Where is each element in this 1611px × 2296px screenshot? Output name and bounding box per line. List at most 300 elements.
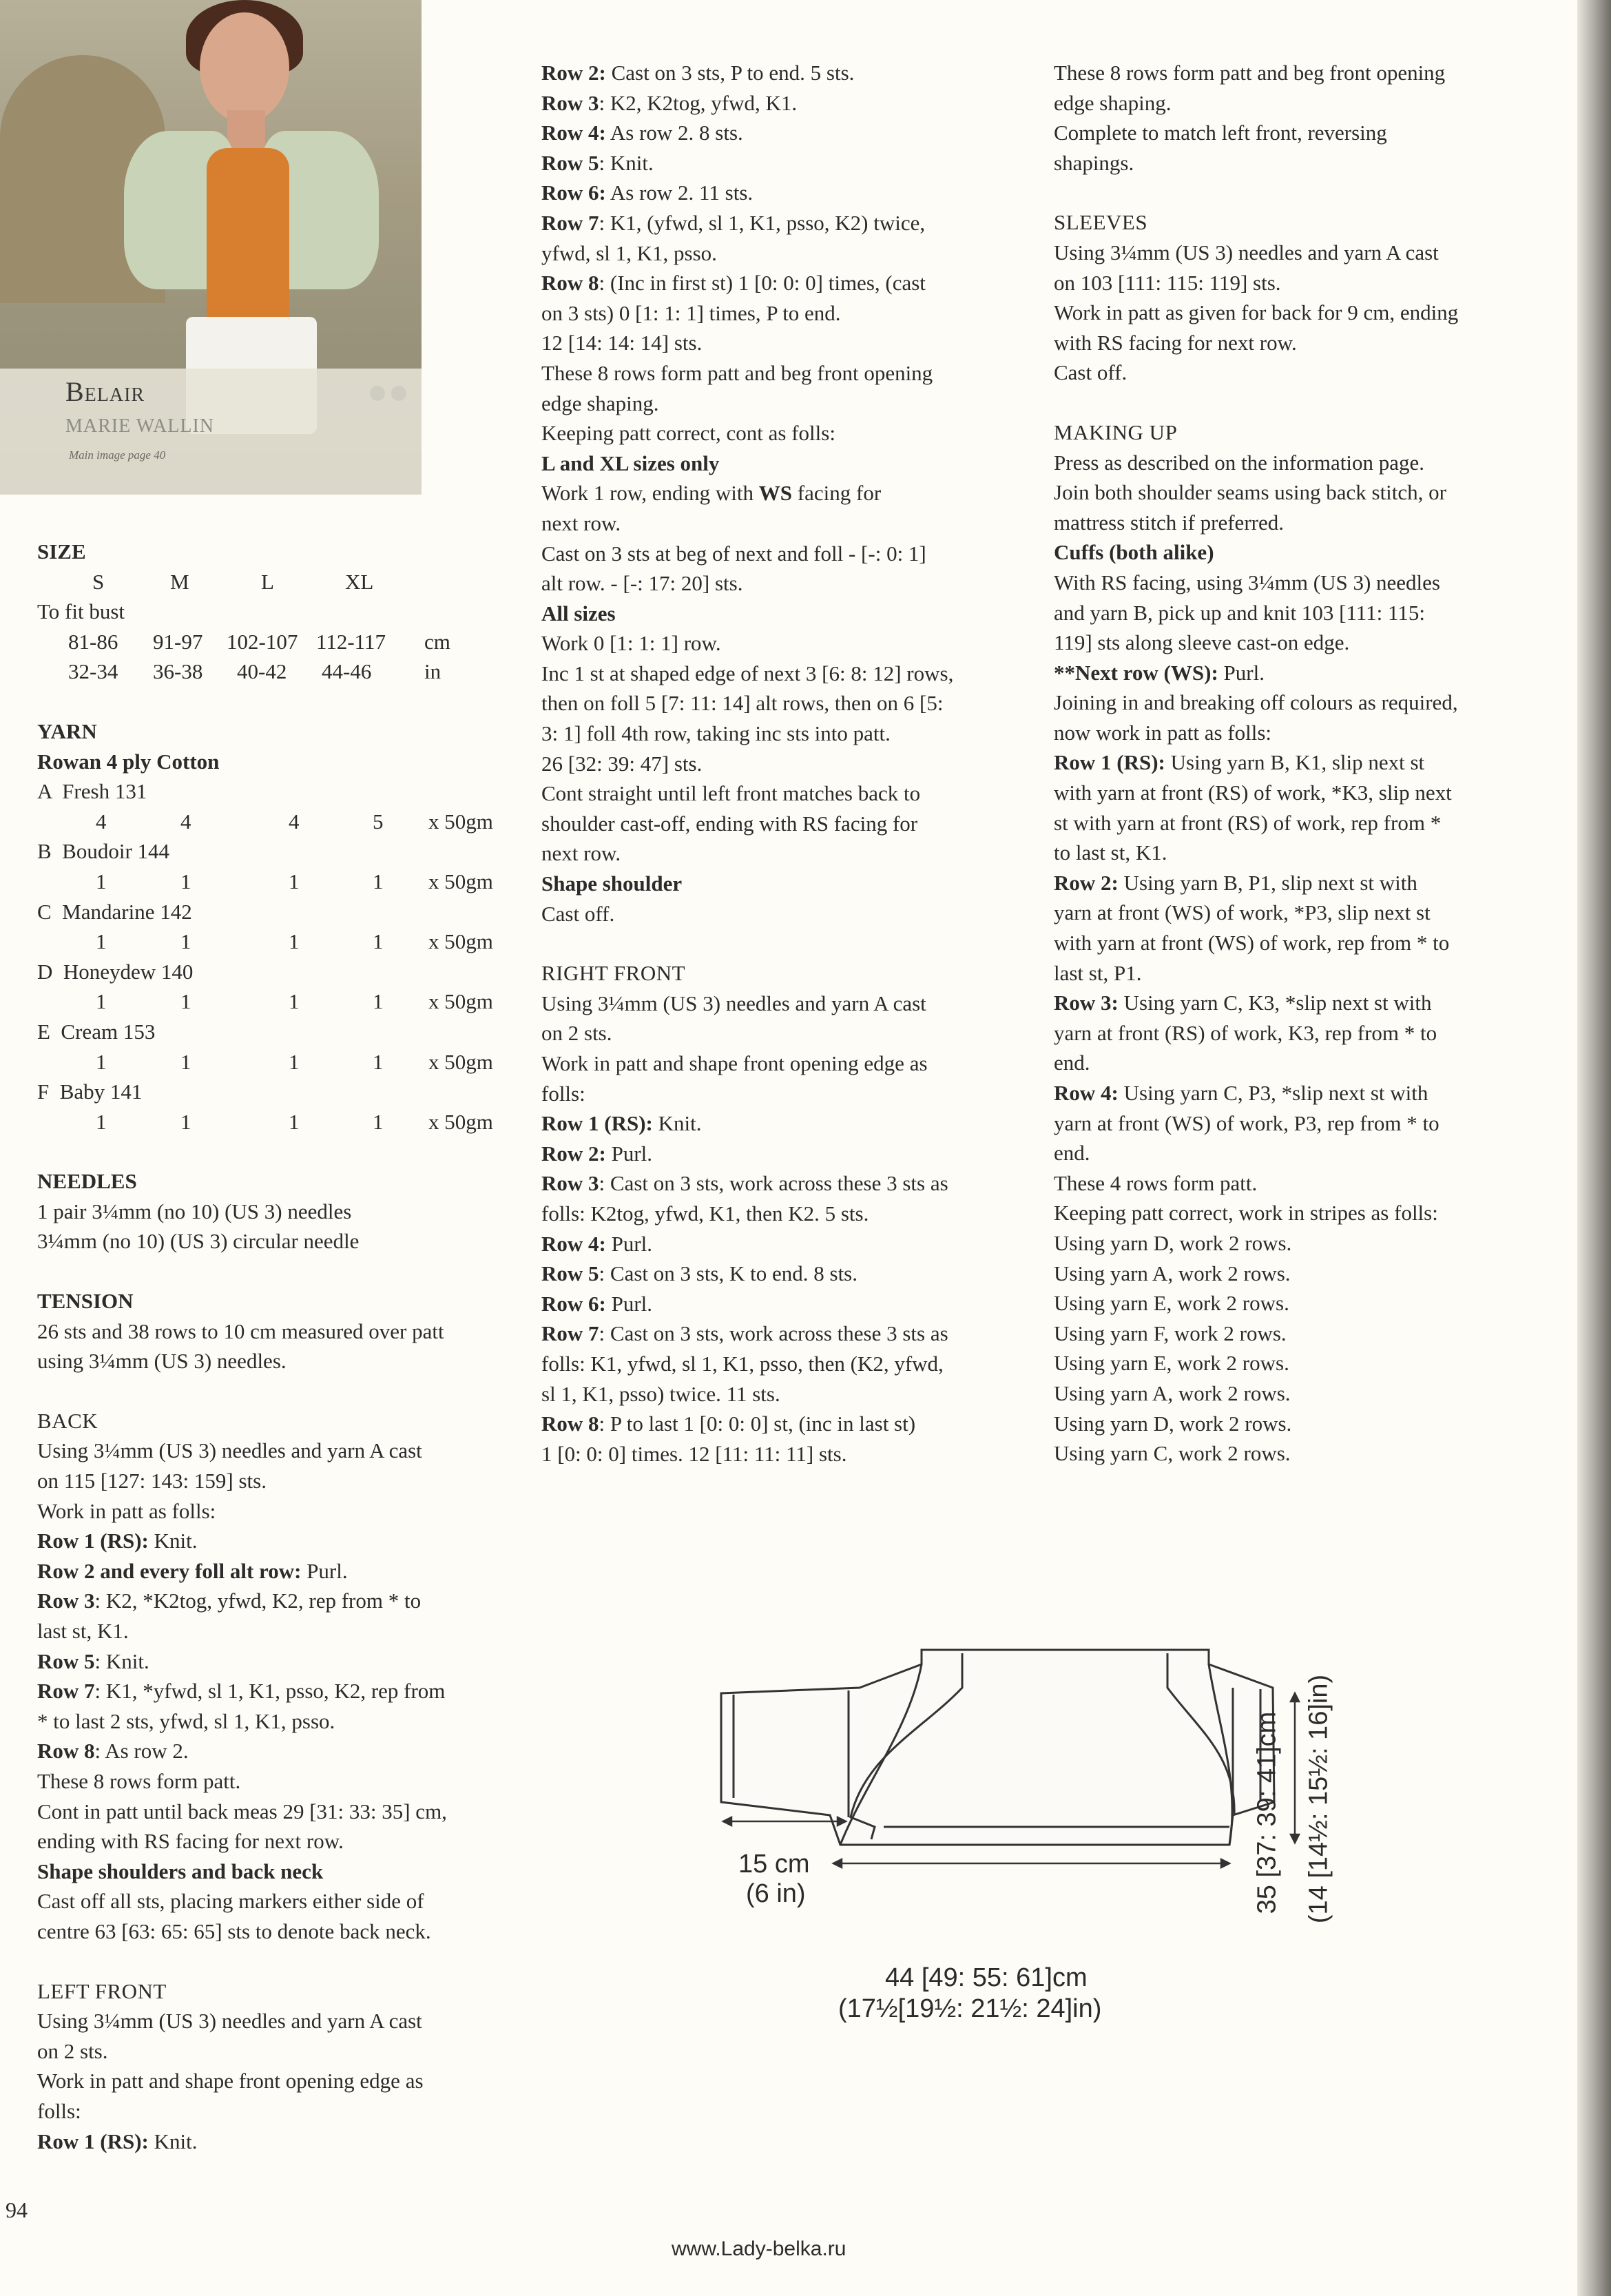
text-span: : As row 2. (94, 1739, 189, 1764)
text-line (1054, 1168, 1536, 1199)
text-span: Using yarn E, work 2 rows. (1054, 1351, 1289, 1376)
text-span: last st, P1. (1054, 960, 1142, 985)
yarn-list (37, 776, 519, 1137)
text-line (541, 1168, 1023, 1199)
yarn-quantity: 4 (180, 809, 191, 834)
text-line (1054, 358, 1536, 388)
text-span: 26 [32: 39: 47] sts. (541, 751, 703, 776)
text-line (541, 1229, 1023, 1259)
bold-label: Row 2: (541, 1141, 606, 1166)
text-span: Inc 1 st at shaped edge of next 3 [6: 8: 12] rows, (541, 661, 954, 685)
bold-label: Row 4: (541, 121, 606, 145)
text-line (541, 778, 1023, 809)
text-span: Press as described on the information page. (1054, 450, 1425, 475)
bold-label: Row 5 (541, 150, 599, 175)
yarn-unit: x 50gm (428, 869, 493, 893)
text-line (1054, 328, 1536, 358)
size-value: 102-107 (227, 629, 298, 654)
text-span: * to last 2 sts, yfwd, sl 1, K1, psso. (37, 1708, 335, 1733)
text-span: ending with RS facing for next row. (37, 1829, 344, 1854)
text-span: Purl. (301, 1558, 348, 1583)
text-line (37, 1797, 519, 1827)
body-height-label-in: (14 [14½: 15½: 16]in) (1304, 1674, 1333, 1924)
section-heading (1054, 417, 1536, 448)
bold-label: Row 2 and every foll alt row: (37, 1558, 302, 1583)
yarn-quantity: 1 (289, 1109, 300, 1134)
text-span: Purl. (605, 1231, 653, 1256)
text-line (37, 1886, 519, 1916)
bold-label: Row 6: (541, 1291, 606, 1316)
text-line (1054, 1318, 1536, 1349)
text-line (37, 1466, 519, 1496)
text-span: Using yarn B, K1, slip next st (1165, 750, 1425, 775)
text-span: end. (1054, 1141, 1090, 1166)
text-line (1054, 958, 1536, 989)
text-line (1054, 58, 1536, 88)
text-line (37, 1556, 519, 1586)
text-line (541, 688, 1023, 718)
text-span: on 103 [111: 115: 119] sts. (1054, 270, 1281, 295)
text-line (1054, 1409, 1536, 1439)
text-line (541, 358, 1023, 389)
size-value: 81-86 (68, 629, 118, 654)
text-line (1054, 1228, 1536, 1259)
size-label: XL (345, 569, 374, 594)
text-span: Cast on 3 sts at beg of next and foll - [-: 0: 1] (541, 541, 926, 566)
text-span: folls: (37, 2098, 81, 2123)
text-span: end. (1054, 1051, 1090, 1075)
photo-model-neck (227, 110, 265, 152)
text-line (541, 869, 1023, 899)
text-span: yarn at front (RS) of work, K3, rep from * to (1054, 1020, 1437, 1045)
text-line (1054, 148, 1536, 178)
text-line (1054, 298, 1536, 328)
text-span: yarn at front (WS) of work, *P3, slip next st (1054, 900, 1431, 925)
text-line (541, 1289, 1023, 1319)
text-line (1054, 1108, 1536, 1139)
text-span: Work in patt as folls: (37, 1498, 216, 1523)
text-line (37, 2127, 519, 2157)
text-line (541, 268, 1023, 298)
bold-label: Cuffs (both alike) (1054, 540, 1214, 565)
text-line (541, 1349, 1023, 1379)
text-span: sl 1, K1, psso) twice. 11 sts. (541, 1381, 780, 1406)
text-line (1054, 628, 1536, 658)
text-span: Using 3¼mm (US 3) needles and yarn A cast (541, 991, 926, 1015)
text-span: next row. (541, 841, 621, 866)
text-span: : Knit. (599, 150, 654, 175)
text-span: Using yarn B, P1, slip next st with (1118, 870, 1417, 895)
text-span: facing for (792, 481, 882, 506)
yarn-brand: Rowan 4 ply Cotton (37, 749, 220, 774)
text-line (541, 418, 1023, 448)
text-span: Cast off. (541, 901, 615, 926)
text-span: Join both shoulder seams using back stitch, or (1054, 480, 1446, 505)
yarn-quantity: 1 (96, 1109, 107, 1134)
text-span: Keeping patt correct, cont as folls: (541, 421, 835, 446)
section-heading (1054, 207, 1536, 238)
text-span: then on foll 5 [7: 11: 14] alt rows, then on 6 [5: (541, 691, 944, 716)
text-span: Work 0 [1: 1: 1] row. (541, 631, 721, 656)
text-span: Using yarn C, P3, *slip next st with (1118, 1081, 1428, 1105)
body-width-label-in: (17½[19½: 21½: 24]in) (838, 1994, 1102, 2023)
text-line (37, 1526, 519, 1556)
yarn-quantity: 1 (373, 989, 384, 1014)
text-span: Using yarn C, K3, *slip next st with (1118, 991, 1432, 1015)
yarn-unit: x 50gm (428, 1109, 493, 1134)
bold-label: Row 3: (1054, 991, 1119, 1015)
text-line (37, 1616, 519, 1646)
size-cm-row (37, 627, 519, 657)
text-line (541, 989, 1023, 1019)
text-span: : K2, *K2tog, yfwd, K2, rep from * to (94, 1589, 422, 1613)
text-line (541, 478, 1023, 508)
text-span: Complete to match left front, reversing (1054, 121, 1387, 145)
size-heading: SIZE (37, 539, 86, 563)
text-span: Joining in and breaking off colours as required, (1054, 690, 1458, 715)
text-span: to last st, K1. (1054, 840, 1167, 865)
bold-label: **Next row (WS): (1054, 660, 1218, 685)
text-line (541, 809, 1023, 839)
text-line (541, 599, 1023, 629)
yarn-quantity-row (37, 867, 519, 897)
text-line (1054, 88, 1536, 118)
text-line (1054, 477, 1536, 508)
text-line (1054, 1288, 1536, 1318)
text-line (541, 1318, 1023, 1349)
text-line (1054, 448, 1536, 478)
text-span: : (Inc in first st) 1 [0: 0: 0] times, (cast (599, 271, 926, 296)
yarn-heading: YARN (37, 718, 97, 743)
text-line (1054, 1438, 1536, 1469)
needles-heading: NEEDLES (37, 1169, 137, 1194)
text-span: mattress stitch if preferred. (1054, 510, 1284, 535)
text-span: last st, K1. (37, 1619, 129, 1643)
text-line (37, 1706, 519, 1737)
yarn-colour-name: F Baby 141 (37, 1079, 143, 1104)
text-line (1054, 838, 1536, 868)
text-line (541, 1079, 1023, 1109)
text-span: Work in patt as given for back for 9 cm, ending (1054, 300, 1459, 325)
text-span: on 2 sts. (37, 2038, 108, 2063)
yarn-colour-name: B Boudoir 144 (37, 839, 170, 864)
designer-name: MARIE WALLIN (65, 415, 215, 437)
text-line (1054, 1138, 1536, 1168)
yarn-colour-name: D Honeydew 140 (37, 959, 194, 984)
bold-label: Row 6: (541, 180, 606, 205)
text-span: edge shaping. (1054, 90, 1172, 115)
text-span: Purl. (605, 1291, 653, 1316)
text-line (1054, 598, 1536, 628)
text-line (37, 1826, 519, 1857)
yarn-unit: x 50gm (428, 1049, 493, 1074)
bold-label: Row 2: (1054, 870, 1119, 895)
column-2 (541, 58, 1023, 1469)
text-line (37, 1646, 519, 1677)
bold-label: Row 8 (541, 271, 599, 296)
text-span: Cast off. (1054, 360, 1127, 385)
yarn-quantity-row (37, 927, 519, 957)
text-line (1054, 1378, 1536, 1409)
text-line (1054, 1348, 1536, 1378)
bold-label: Row 8 (541, 1411, 599, 1436)
text-span: st with yarn at front (RS) of work, rep from * (1054, 810, 1442, 835)
text-span: SLEEVES (1054, 210, 1148, 235)
size-in-row (37, 656, 519, 687)
photo-model-face (200, 12, 289, 123)
text-line (1054, 747, 1536, 778)
text-line (1054, 868, 1536, 898)
text-span: with yarn at front (WS) of work, rep from * to (1054, 931, 1450, 955)
yarn-colour-name: A Fresh 131 (37, 779, 147, 804)
text-span: : Cast on 3 sts, K to end. 8 sts. (599, 1261, 858, 1286)
bold-label: Shape shoulder (541, 871, 683, 896)
text-line (541, 1018, 1023, 1048)
bold-label: Row 8 (37, 1739, 95, 1764)
size-label: L (261, 569, 274, 594)
text-line (37, 2066, 519, 2096)
yarn-unit: x 50gm (428, 929, 493, 954)
text-line (541, 1048, 1023, 1079)
text-line (541, 88, 1023, 118)
bold-label: Row 4: (1054, 1081, 1119, 1105)
text-span: 12 [14: 14: 14] sts. (541, 331, 703, 355)
size-value: 40-42 (237, 659, 287, 684)
size-unit: cm (424, 629, 450, 654)
text-span: 1 [0: 0: 0] times. 12 [11: 11: 11] sts. (541, 1441, 847, 1466)
text-line (1054, 1259, 1536, 1289)
text-line (541, 539, 1023, 569)
text-line (541, 1139, 1023, 1169)
text-span: : Knit. (94, 1648, 149, 1673)
text-line (541, 58, 1023, 88)
text-line (1054, 118, 1536, 148)
text-span: folls: K1, yfwd, sl 1, K1, psso, then (K2, yfwd, (541, 1351, 944, 1376)
bold-label: Row 7 (541, 210, 599, 235)
text-span: Work in patt and shape front opening edge as (541, 1051, 928, 1075)
yarn-quantity: 1 (289, 929, 300, 954)
text-line (37, 2036, 519, 2067)
text-line (1054, 988, 1536, 1018)
page-edge-shadow (1577, 0, 1611, 2296)
section-heading (37, 1976, 519, 2007)
text-line (37, 1676, 519, 1706)
decorative-dot-icon (391, 386, 406, 401)
yarn-quantity: 1 (180, 1049, 191, 1074)
text-line (541, 1379, 1023, 1409)
text-span: next row. (541, 510, 621, 535)
text-span: Cont in patt until back meas 29 [31: 33: 35] cm, (37, 1799, 447, 1823)
size-value: 44-46 (322, 659, 372, 684)
text-line (541, 118, 1023, 148)
yarn-quantity: 1 (289, 869, 300, 893)
text-span: Knit. (148, 1529, 198, 1553)
text-span: Using yarn D, work 2 rows. (1054, 1230, 1292, 1255)
text-span: yarn at front (WS) of work, P3, rep from * to (1054, 1110, 1439, 1135)
bold-label: Row 1 (RS): (37, 1529, 149, 1553)
yarn-quantity: 1 (289, 989, 300, 1014)
bold-label: Row 1 (RS): (1054, 750, 1165, 775)
size-value: 91-97 (153, 629, 203, 654)
bold-label: All sizes (541, 601, 616, 625)
photo-tank-top (207, 148, 289, 334)
text-span: with yarn at front (RS) of work, *K3, slip next (1054, 780, 1452, 805)
text-span: Knit. (652, 1111, 702, 1136)
text-span: As row 2. 8 sts. (605, 121, 743, 145)
yarn-unit: x 50gm (428, 809, 493, 834)
text-span: Using 3¼mm (US 3) needles and yarn A cast (1054, 240, 1439, 265)
text-line (37, 1766, 519, 1797)
cuff-width-label: 15 cm (738, 1850, 810, 1879)
text-line (1054, 268, 1536, 298)
text-line (1054, 508, 1536, 538)
text-span: LEFT FRONT (37, 1978, 167, 2003)
text-line (1054, 1078, 1536, 1108)
text-line (541, 568, 1023, 599)
text-span: with RS facing for next row. (1054, 330, 1297, 355)
text-line (37, 1857, 519, 1887)
pattern-title: Belair (65, 376, 145, 407)
text-line (541, 208, 1023, 238)
size-value: 32-34 (68, 659, 118, 684)
text-span: folls: K2tog, yfwd, K1, then K2. 5 sts. (541, 1201, 869, 1225)
text-span: on 3 sts) 0 [1: 1: 1] times, P to end. (541, 300, 841, 325)
text-line (37, 1496, 519, 1527)
text-span: Cast off all sts, placing markers either side of (37, 1889, 424, 1914)
tension-line: 26 sts and 38 rows to 10 cm measured over patt (37, 1318, 444, 1343)
text-span: 119] sts along sleeve cast-on edge. (1054, 630, 1350, 655)
yarn-quantity: 5 (373, 809, 384, 834)
text-span: Keeping patt correct, work in stripes as folls: (1054, 1201, 1438, 1225)
yarn-quantity: 4 (96, 809, 107, 834)
yarn-quantity: 1 (96, 989, 107, 1014)
text-line (541, 749, 1023, 779)
text-span: Using yarn C, work 2 rows. (1054, 1441, 1291, 1466)
back-and-left-front (37, 1406, 519, 2156)
size-label: M (170, 569, 189, 594)
text-span: : K1, (yfwd, sl 1, K1, psso, K2) twice, (599, 210, 926, 235)
needles-line: 3¼mm (no 10) (US 3) circular needle (37, 1229, 360, 1254)
text-span: Cast on 3 sts, P to end. 5 sts. (605, 61, 855, 85)
bold-label: Row 7 (37, 1679, 95, 1704)
text-span: Cont straight until left front matches back to (541, 781, 921, 806)
text-span: : Cast on 3 sts, work across these 3 sts as (599, 1171, 948, 1196)
text-line (541, 899, 1023, 929)
text-line (1054, 898, 1536, 928)
yarn-quantity: 4 (289, 809, 300, 834)
section-heading (541, 958, 1023, 989)
text-span: 3: 1] foll 4th row, taking inc sts into patt. (541, 721, 891, 746)
to-fit-label: To fit bust (37, 599, 125, 624)
text-line (541, 508, 1023, 539)
yarn-quantity-row (37, 986, 519, 1017)
bold-label: WS (758, 481, 793, 506)
bold-label: Row 5 (37, 1648, 95, 1673)
text-line (541, 1409, 1023, 1439)
tension-heading: TENSION (37, 1289, 134, 1314)
yarn-quantity: 1 (373, 1109, 384, 1134)
text-line (1054, 1048, 1536, 1078)
bold-label: Row 3 (541, 1171, 599, 1196)
yarn-quantity: 1 (96, 1049, 107, 1074)
size-label: S (92, 569, 105, 594)
yarn-quantity-row (37, 1107, 519, 1137)
yarn-quantity: 1 (180, 989, 191, 1014)
yarn-quantity: 1 (373, 929, 384, 954)
text-span: shapings. (1054, 150, 1134, 175)
size-value: 36-38 (153, 659, 203, 684)
body-width-label: 44 [49: 55: 61]cm (885, 1963, 1088, 1992)
needles-line: 1 pair 3¼mm (no 10) (US 3) needles (37, 1199, 352, 1223)
text-line (541, 1259, 1023, 1289)
text-line (37, 1916, 519, 1947)
text-line (541, 1199, 1023, 1229)
text-span: BACK (37, 1408, 98, 1433)
model-photo (0, 0, 422, 495)
text-span: folls: (541, 1081, 585, 1106)
footer-url: www.Lady-belka.ru (672, 2237, 846, 2260)
text-line (37, 1586, 519, 1616)
text-line (37, 2096, 519, 2127)
tension-line: using 3¼mm (US 3) needles. (37, 1349, 287, 1374)
bold-label: Row 3 (541, 90, 599, 115)
text-span: Purl. (1218, 660, 1265, 685)
text-line (1054, 537, 1536, 568)
text-span: Using yarn F, work 2 rows. (1054, 1321, 1287, 1345)
text-span: : K2, K2tog, yfwd, K1. (599, 90, 798, 115)
bold-label: Row 2: (541, 61, 606, 85)
bold-label: Row 4: (541, 1231, 606, 1256)
text-line (1054, 778, 1536, 808)
text-span: on 115 [127: 143: 159] sts. (37, 1469, 267, 1493)
bold-label: Row 1 (RS): (541, 1111, 653, 1136)
text-line (541, 659, 1023, 689)
bold-label: Row 3 (37, 1589, 95, 1613)
yarn-colour-name: E Cream 153 (37, 1019, 156, 1044)
main-image-reference: Main image page 40 (69, 448, 166, 462)
text-span: These 8 rows form patt. (37, 1768, 241, 1793)
text-span: Work 1 row, ending with (541, 481, 759, 506)
text-span: and yarn B, pick up and knit 103 [111: 115: (1054, 600, 1425, 625)
bold-label: Row 5 (541, 1261, 599, 1286)
text-line (541, 298, 1023, 329)
text-line (1054, 1018, 1536, 1048)
text-line (541, 328, 1023, 358)
yarn-quantity-row (37, 807, 519, 837)
text-line (1054, 687, 1536, 718)
text-line (541, 838, 1023, 869)
text-line (37, 1736, 519, 1766)
text-line (1054, 928, 1536, 958)
bold-label: Shape shoulders and back neck (37, 1859, 324, 1883)
text-line (541, 1108, 1023, 1139)
yarn-quantity: 1 (180, 1109, 191, 1134)
text-line (541, 1439, 1023, 1469)
size-unit: in (424, 659, 441, 684)
text-span: These 8 rows form patt and beg front opening (1054, 61, 1446, 85)
text-span: These 8 rows form patt and beg front opening (541, 360, 933, 385)
text-line (1054, 718, 1536, 748)
text-line (1054, 238, 1536, 268)
yarn-quantity: 1 (289, 1049, 300, 1074)
text-line (1054, 808, 1536, 838)
text-span: Work in patt and shape front opening edge as (37, 2069, 424, 2093)
yarn-quantity-row (37, 1047, 519, 1077)
text-span: Using yarn A, work 2 rows. (1054, 1261, 1291, 1285)
text-line (1054, 1198, 1536, 1228)
text-span: now work in patt as folls: (1054, 720, 1271, 745)
bold-label: Row 1 (RS): (37, 2129, 149, 2153)
